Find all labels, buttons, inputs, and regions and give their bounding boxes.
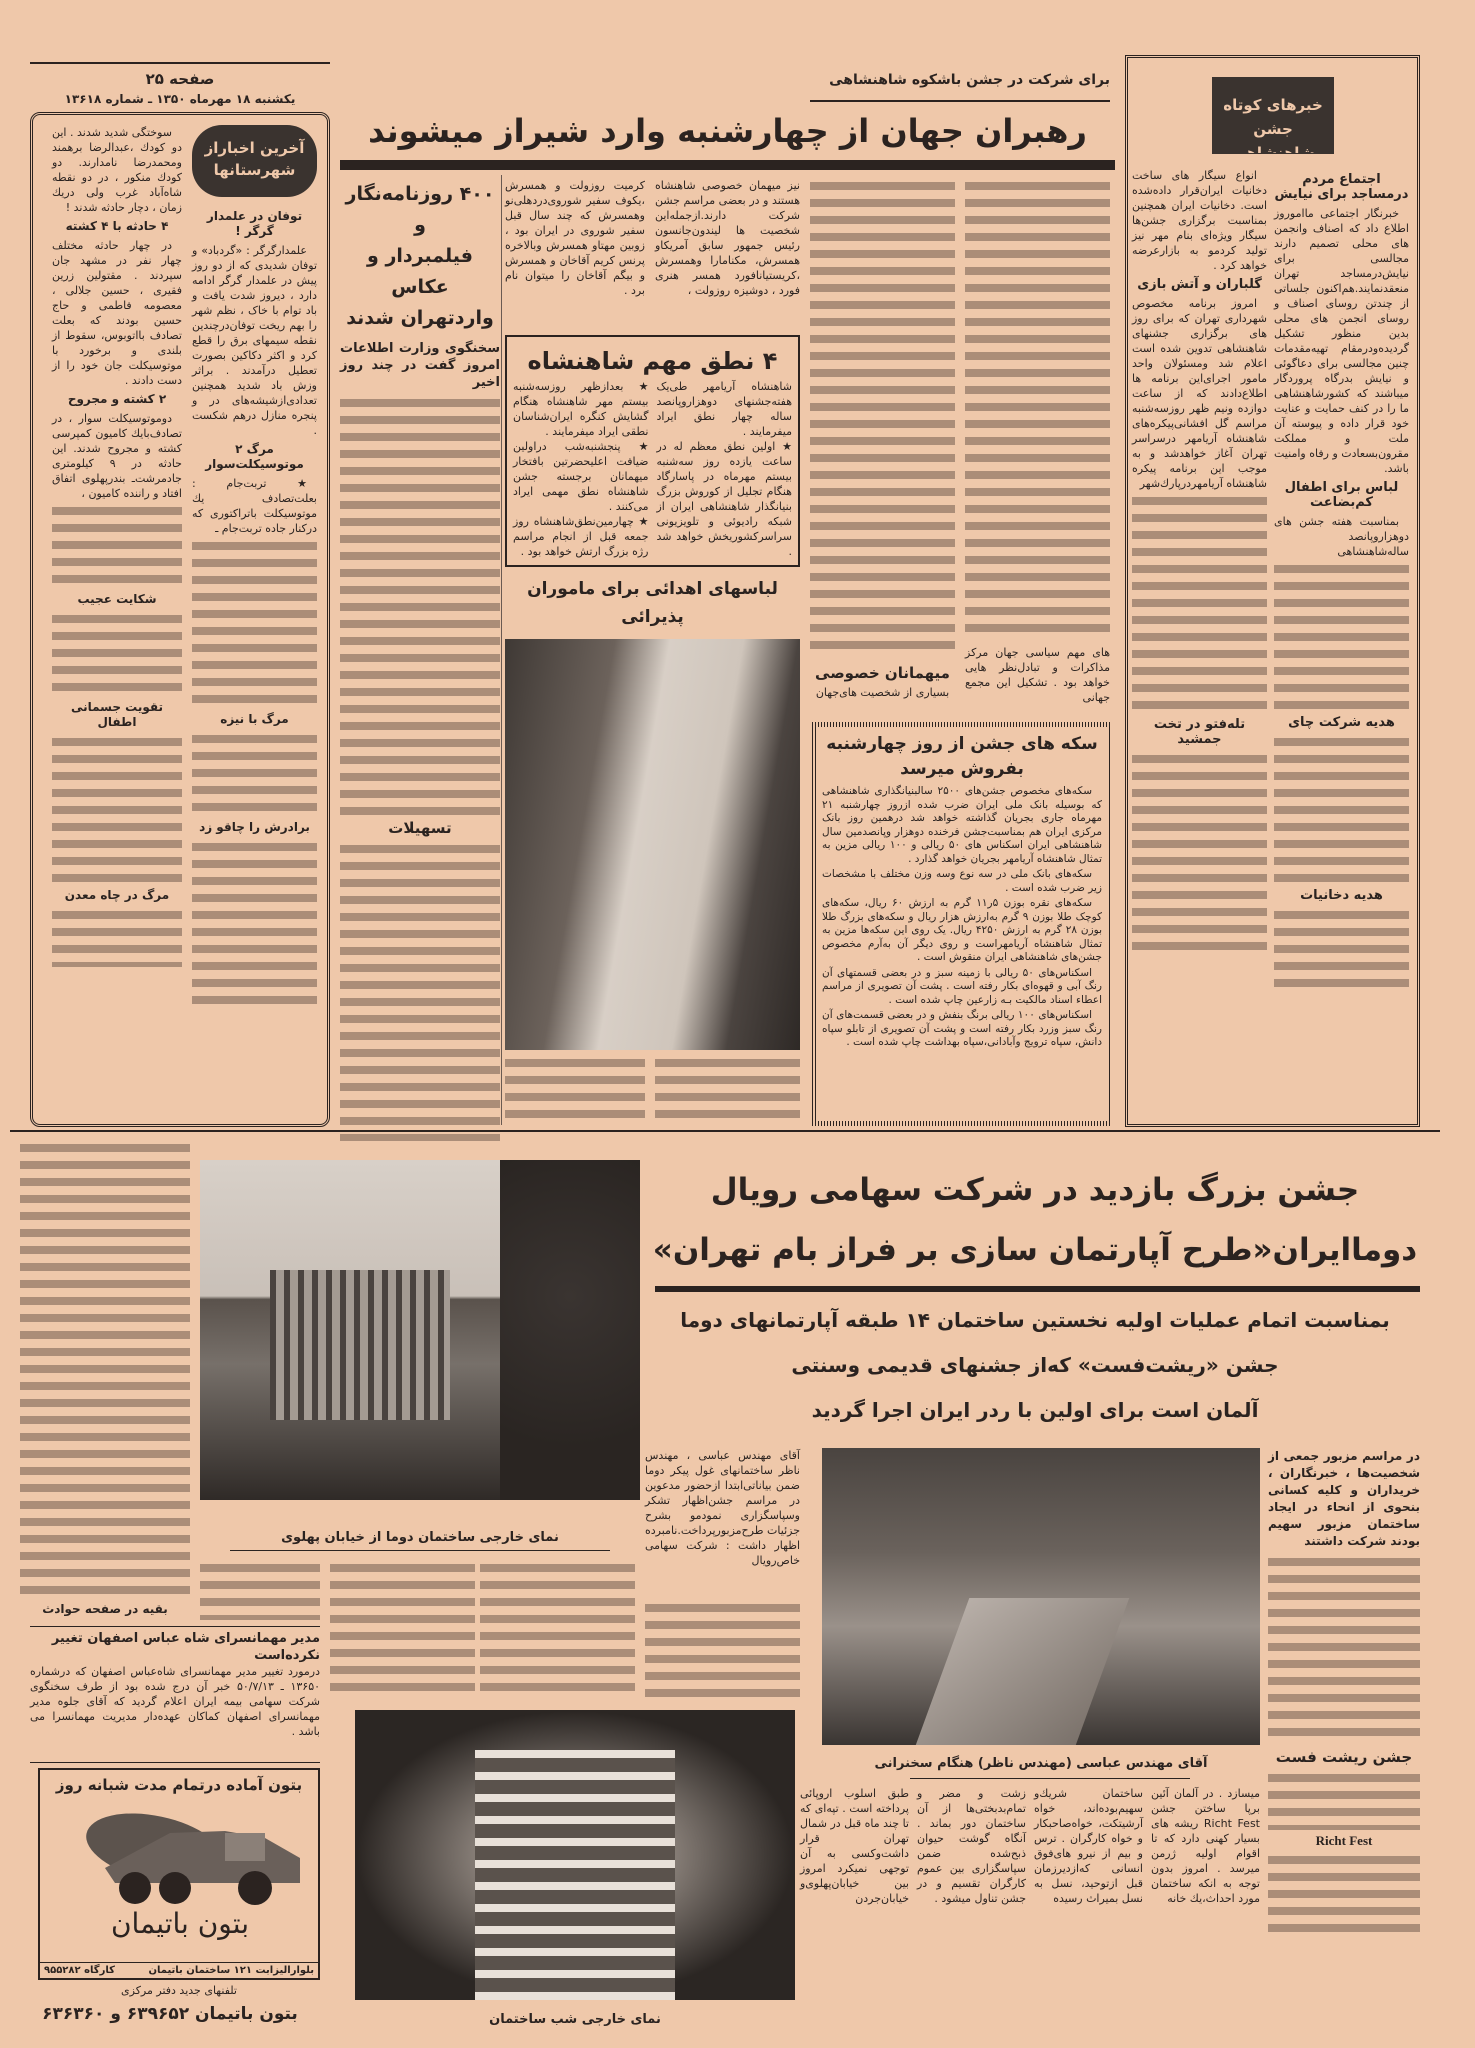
- right-lead: در مراسم مزبور جمعی از شخصیت‌ها ، خبرنگاران ، خریداران و کلیه کسانی بنحوی از انحاء در ایجاد ساختمان مزبور سهیم بودند شرکت داشتند: [1268, 1449, 1420, 1548]
- short-news-right-column: [1274, 168, 1409, 992]
- top-story-headline: رهبران جهان از چهارشنبه وارد شیراز میشوند: [368, 112, 1087, 150]
- photo-caption-text: [505, 1055, 645, 1125]
- continued-note: بقیه در صفحه حوادث: [42, 1602, 168, 1616]
- article-lead: سخنگوی وزارت اطلاعات امروز گفت در چند روز اخیر: [340, 341, 500, 390]
- night-building-photo: [355, 1710, 795, 2000]
- kicker-rule: [810, 100, 1110, 102]
- article-text: در چهار حادثه مختلف چهار نفر در مشهد جان سپردند . مقتولین زرین فقیری ، حسین جلالی ، معصومه فاطمی و حاج حسین بودند که بعلت تصادف بااتوبوس، سقوط از بلندی و برخورد با موتوسیکلت جان خود را از دست دادند .: [52, 239, 182, 387]
- coins-paragraph: سکه‌های نقره بوزن ۵ر۱۱ گرم به ارزش ۶۰ ریال، سکه‌های کوچک طلا بوزن ۹ گرم به‌ارزش هزار ریال و سکه‌های بزرگ طلا بوزن ۲۸ گرم به ارزش ۴۲۵۰ ریال. یک روی این سکه‌ها مزین به تمثال شاهنشاه آریامهراست و روی دیگر آن به‌آرم مخصوص جشن‌های شاهنشاهی ایران منقوش است .: [822, 897, 1102, 963]
- ceremony-photo: [822, 1448, 1260, 1745]
- news-text: خبرنگار اجتماعی مااموروز اطلاع داد که اصناف وانجمن های محلی تصمیم دارند مجالسی برای نیایش‌درمساجد تهران منعقدنمایند.هم‌اکنون جلساتی از چندتن روسای اصناف و روسای انجمن های محلی بدین منظور تشکیل گردیده‌ودرمقام تهیه‌مقدمات چنین مجالسی برای دعاگوئی و نیایش بدرگاه پروردگار میباشند که کشورشاهنشاهی ما را در کنف حمایت و عنایت خود قرار داده و پیوسته آن ملت و مملکت مقرون‌بسعادت و رفاه وامنیت باشد.: [1274, 207, 1409, 475]
- headline-bar: [655, 1286, 1420, 1292]
- provinces-news-frame: [30, 112, 330, 1127]
- doma-bottom-columns: [800, 1786, 1260, 2041]
- building-caption: نمای خارجی ساختمان دوما از خیابان پهلوی: [281, 1530, 559, 1545]
- speech-item: ★ چهارمین‌نطق‌شاهنشاه روز جمعه قبل از انجام مراسم رژه بزرگ ارتش خواهد بود .: [513, 515, 649, 558]
- ad-address: بلوارالیزابت ۱۲۱ ساختمان باتیمان: [148, 1965, 314, 1976]
- continued-text: [20, 1140, 190, 1595]
- news-text: انواع سیگار های ساخت دخانیات ایران‌قرار داده‌شده است. دخانیات ایران همچنین بمناسبت برگزاری جشن‌ها سیگار ویژه‌ای بنام مهر نیز تولید کردمو به بازارعرضه خواهد کرد .: [1132, 169, 1267, 272]
- subhead-line: آلمان است برای اولین با ردر ایران اجرا گردید: [811, 1398, 1259, 1422]
- speeches-title: ۴ نطق مهم شاهنشاه: [527, 347, 778, 375]
- guests-column-1: نیز میهمان خصوصی شاهنشاه هستند و در بعضی مراسم جشن شرکت دارند.ازجمله‌این شخصیت ها لیندون‌جانسون رئیس جمهور سابق آمریکاو همسرش، مکنامارا وهمسرش ،کریستیانافورد همسر هنری فورد ، دوشیزه روزولت ،: [655, 179, 800, 297]
- article-title: تقویت جسمانی اطفال: [70, 700, 164, 729]
- clothes-headline: لباسهای اهدائی برای ماموران پذیرائی: [527, 579, 778, 627]
- headline-line: فیلمبردار و عکاس: [367, 245, 473, 298]
- coins-paragraph: سکه‌های بانک ملی در سه نوع وسه وزن مختلف با مشخصات زیر ضرب شده است .: [822, 868, 1102, 894]
- article-title: شکایت عجیب: [77, 592, 157, 606]
- text-column: ساختمان شریك‌و سهیم‌بوده‌اند، خواه آرشیتکت، خواه‌صاحبکار و خواه کارگران . ترس و بیم از نیرو های‌فوق انسانی که‌ازدیرزمان قبل ازتوحید، نسل به نسل بمیراث رسیده: [1034, 1787, 1143, 1905]
- coins-title: بفروش میرسد: [900, 759, 1024, 779]
- news-title: تله‌فتو در تخت جمشید: [1153, 717, 1246, 747]
- right-subhead: جشن ریشت فست: [1275, 1748, 1413, 1766]
- speech-text: آقای مهندس عباسی ، مهندس ناظر ساختمانهای غول پیکر دوما ضمن بیاناتی‌ابتدا ازحضور مدعوین در مراسم جشن‌اظهار تشکر وسپاسگزاری نمودمو بشرح جزئیات طرح‌مزبورپرداخت.نامبرده اظهار داشت : شرکت سهامی خاص‌رویال: [645, 1449, 800, 1567]
- text-column: [965, 178, 1110, 637]
- article-text: سوختگی شدید شدند . این دو کودك ،عبدالرضا برهمند ومحمدرضا نامدارند. دو کودك منکور ، در دو نقطه شاه‌آباد غرب ولی دریك زمان ، دچار حادثه شدند !: [52, 126, 182, 214]
- speech-item: ★ بعدازظهر روزسه‌شنبه بیستم مهر شاهنشاه هنگام گشایش کنگره ایران‌شناسان نطقی ایراد میفرمایند .: [513, 380, 649, 438]
- news-title: اجتماع مردم درمساجد برای نیایش: [1274, 172, 1409, 202]
- guests-lead: بسیاری از شخصیت های‌جهان: [815, 686, 950, 699]
- provinces-left-column: [52, 125, 182, 967]
- night-caption: نمای خارجی شب ساختمان: [489, 2012, 661, 2027]
- provinces-right-column: [192, 205, 317, 1009]
- masthead-rule: [30, 62, 330, 64]
- richtfest-label: Richt Fest: [1315, 1833, 1373, 1848]
- news-title: هدیه دخانیات: [1300, 888, 1383, 903]
- badge-line: خبرهای کوتاه: [1223, 96, 1323, 114]
- speech-item: شاهنشاه آریامهر طی‌یک هفته‌جشنهای دوهزاروپانصد ساله چهار نطق ایراد میفرمایند .: [656, 380, 792, 438]
- headline-bar: [340, 160, 1115, 170]
- ad-workshop-phone: کارگاه ۹۵۵۲۸۲: [44, 1965, 115, 1976]
- badge-line: شهرستانها: [213, 161, 296, 179]
- guests-column-2: کرمیت روزولت و همسرش ،یکوف سفیر شوروی‌دردهلی‌نو وهمسرش که چند سال قبل سفیر شوروی در ایران بود ، زوبین مهتاو همسرش وبالاخره پرنس کریم آقاخان و همسرش و بیگم آقاخان را میتوان نام برد .: [505, 179, 645, 297]
- article-title: مرگ ۲ موتوسیکلت‌سوار: [205, 442, 304, 471]
- provinces-badge: [192, 125, 317, 197]
- headline-line: جشن بزرگ بازدید در شرکت سهامی رویال: [710, 1172, 1360, 1208]
- coins-paragraph: اسکناس‌های ۱۰۰ ریالی برنگ بنفش و در بعضی قسمت‌های آن رنگ سبز وزرد بکار رفته است و پشت آن تصویری از تابلو سپاه دانش، سپاه ترویج وآبادانی،سپاه بهداشت چاپ شده است .: [822, 1009, 1102, 1048]
- text-column: طبق اسلوب اروپائی پرداخته است . تپه‌ای که تا چند ماه قبل در شمال تهران قرار داشت‌وکسی به آن توجهی نمیکرد امروز بین خیابان‌پهلوی‌و خیابان‌جردن: [800, 1787, 909, 1905]
- text-column: میسازد . در آلمان آئین برپا ساختن جشن Richt Fest ریشه های بسیار کهنی دارد که تا اقوام اولیه ژرمن میرسد . امروز بدون توجه به انکه ساختمان مورد احداث،یك خانه: [1151, 1787, 1260, 1905]
- coins-box: [812, 722, 1112, 1126]
- headline-line: واردتهران شدند: [346, 307, 494, 329]
- coins-paragraph: اسکناس‌های ۵۰ ریالی با زمینه سبز و در بعضی قسمتهای آن رنگ آبی و قهوه‌ای بکار رفته است . پشت آن تصویری از مراسم اعطاء اسناد مالکیت بـه زارعین چاپ شده است .: [822, 966, 1102, 1006]
- ad-brand: بتون باتیمان: [110, 1907, 250, 1940]
- news-text: امروز برنامه مخصوص شهرداری تهران که برای روز های برگزاری جشنهای شاهنشاهی تدوین شده است اعلام شد ومسئولان واحد مامور اجرای‌این برنامه ها اطلاع‌دادند که از ساعت دوازده ونیم ظهر روزسه‌شنبه مراسم گل افشانی‌پیکره‌های شاهنشاه آریامهر درسراسر تهران آغاز خواهدشد و به موجب این برنامه پیکره شاهنشاه آریامهردرپارك‌شهر: [1132, 297, 1267, 490]
- speech-item: ★ پنجشنبه‌شب دراولین ضیافت اعلیحضرتین بافتخار میهمانان برجسته جشن شاهنشاه نطق مهمی ایراد می‌کنند .: [513, 440, 649, 513]
- guests-subhead: میهمانان خصوصی: [815, 664, 950, 682]
- article-title: مرگ در چاه معدن: [64, 888, 170, 902]
- doma-subheads: [645, 1298, 1425, 1433]
- photo-caption-text: [655, 1055, 800, 1125]
- hotel-notice: [30, 1630, 320, 1739]
- ad-phones-caption: تلفنهای جدید دفتر مرکزی: [121, 1984, 237, 1997]
- hotel-notice-title: مدیر مهمانسرای شاه عباس اصفهان تغییر نکرده‌است: [51, 1631, 320, 1663]
- doma-headline: [645, 1160, 1425, 1280]
- subhead-line: جشن «ریشت‌فست» که‌از جشنهای قدیمی وسنتی: [791, 1353, 1279, 1377]
- guests-section: [810, 660, 955, 699]
- news-title: هدیه شرکت چای: [1288, 715, 1395, 730]
- coins-title: سکه های جشن از روز چهارشنبه: [826, 734, 1098, 754]
- coins-paragraph: سکه‌های مخصوص جشن‌های ۲۵۰۰ سالبنیانگذاری شاهنشاهی که بوسیله بانک ملی ایران ضرب شده ازروز چهارشنبه ۲۱ مهرماه جاری بجریان گذاشته خواهد شد درهمین روز بانک مرکزی ایران هم بمناسبت‌جشن فرخنده دوهزار وپانصدمین سال شاهنشاهی ایران اسکناس های ۵۰ ریالی و ۱۰۰ ریالی مزین به تمثال شاهنشاه آریامهر بجریان خواهد گذارد .: [822, 785, 1103, 865]
- headline-line: ۴۰۰ روزنامه‌نگار و: [345, 183, 495, 236]
- article-text: دوموتوسیکلت سوار ، در تصادف‌بایك کامیون کمپرسی کشته و مجروح شدند. این حادثه در ۹ کیلومتری جادمرشت‌ـ بندرپهلوی اتفاق افتاد و راننده کامیون ،: [52, 412, 182, 500]
- doma-right-column: [1268, 1448, 1420, 1937]
- badge-line: آخرین اخباراز: [204, 139, 305, 157]
- article-subhead: تسهیلات: [388, 819, 452, 837]
- news-text: بمناسبت هفته جشن های دوهزاروپانصد ساله‌شاهنشاهی: [1274, 515, 1409, 558]
- text-column: زشت و مضر و تمام‌بدبختی‌ها از آن ساختمان دور بماند . آنگاه گوشت حیوان ذبح‌شده ضمن سپاسگزاری بین عموم کارگران تقسیم و در جشن تناول میشود .: [917, 1787, 1026, 1905]
- page-number: صفحه ۲۵: [145, 70, 215, 88]
- ad-phones: بتون باتیمان ۶۳۹۶۵۲ و ۶۳۶۳۶۰: [42, 2004, 298, 2024]
- speaker-caption: آقای مهندس عباسی (مهندس ناظر) هنگام سخنرانی: [874, 1756, 1208, 1771]
- clothes-photo: [505, 639, 800, 1050]
- article-title: ۴ حادثه با ۴ کشته: [65, 219, 169, 233]
- article-text: ★ تربت‌جام : بعلت‌تصادف یك موتوسیكلت باتراکتوری که درکنار جاده تربت‌جام ـ: [192, 477, 317, 535]
- section-divider: [10, 1130, 1440, 1132]
- subhead-line: بمناسبت اتمام عملیات اولیه نخستین ساختمان ۱۴ طبقه آپارتمانهای دوما: [680, 1308, 1390, 1332]
- article-title: توفان در علمدار گرگر !: [206, 209, 303, 238]
- short-news-left-column: [1132, 168, 1267, 951]
- journalists-article: [340, 175, 500, 1125]
- concrete-ad: [38, 1768, 320, 1980]
- article-title: ۲ کشته و مجروح: [67, 392, 167, 406]
- speech-and-photo-stack: [505, 335, 800, 1050]
- article-title: مرگ با نیزه: [220, 712, 289, 726]
- headline-line: دوماایران«طرح آپارتمان سازی بر فراز بام تهران»: [652, 1232, 1418, 1268]
- mixer-truck-icon: [75, 1803, 305, 1908]
- text-column: [810, 178, 955, 654]
- building-photo: [200, 1160, 640, 1500]
- text-fragment: های مهم سیاسی جهان مرکز مذاکرات و تبادل‌نظر هایی خواهد بود . تشکیل این مجمع جهانی: [965, 646, 1110, 704]
- speech-item: ★ اولین نطق معظم له در ساعت یازده روز سه‌شنبه بیستم مهرماه در پاسارگاد هنگام تجلیل از کوروش بزرگ بنیانگذار شاهنشاهی ایران از شبکه رادیوئی و تلویزیونی سراسرکشوریخش خواهد شد .: [656, 440, 792, 558]
- badge-line: جشن شاهنشاهی: [1231, 120, 1315, 162]
- speeches-box: [505, 335, 800, 567]
- article-text: علمدارگرگر : «گردباد» و توفان شدیدی که از دو روز پیش در علمدار گرگر ادامه دارد ، دیروز شدت یافت و باد توام با خاک ، نظم شهر را بهم ریخت توفان‌درچندین نقطه سیمهای برق را قطع کرد و اکثر دکاکین بصورت تعطیل درآمدند . براثر وزش باد شدید همچنین تعدادی‌ازشیشه‌های در و پنجره منازل درهم شکست .: [192, 244, 317, 437]
- issue-date: یکشنبه ۱۸ مهرماه ۱۳۵۰ ـ شماره ۱۳۶۱۸: [64, 92, 296, 106]
- hotel-notice-text: درمورد تغییر مدیر مهمانسرای شاه‌عباس اصفهان که درشماره ۱۳۶۵۰ ـ ۵۰/۷/۱۳ خبر آن درج شده بود از طرف سخنگوی شرکت سهامی بیمه ایران اعلام گردید که آقای جلوه مدیر مهمانسرای اصفهان کماکان عهده‌دار مدیریت مهمانسرا می باشد .: [30, 1665, 321, 1738]
- article-title: برادرش را چاقو زد: [199, 820, 310, 834]
- top-story-kicker: برای شرکت در جشن باشکوه شاهنشاهی: [829, 72, 1110, 88]
- short-news-box: [1125, 55, 1420, 1127]
- ad-headline: بتون آماده درتمام مدت شبانه روز: [55, 1776, 303, 1794]
- news-title: لباس برای اطفال کم‌بضاعت: [1284, 480, 1399, 510]
- news-title: گلباران و آتش بازی: [1137, 277, 1262, 292]
- short-news-badge: [1213, 78, 1333, 162]
